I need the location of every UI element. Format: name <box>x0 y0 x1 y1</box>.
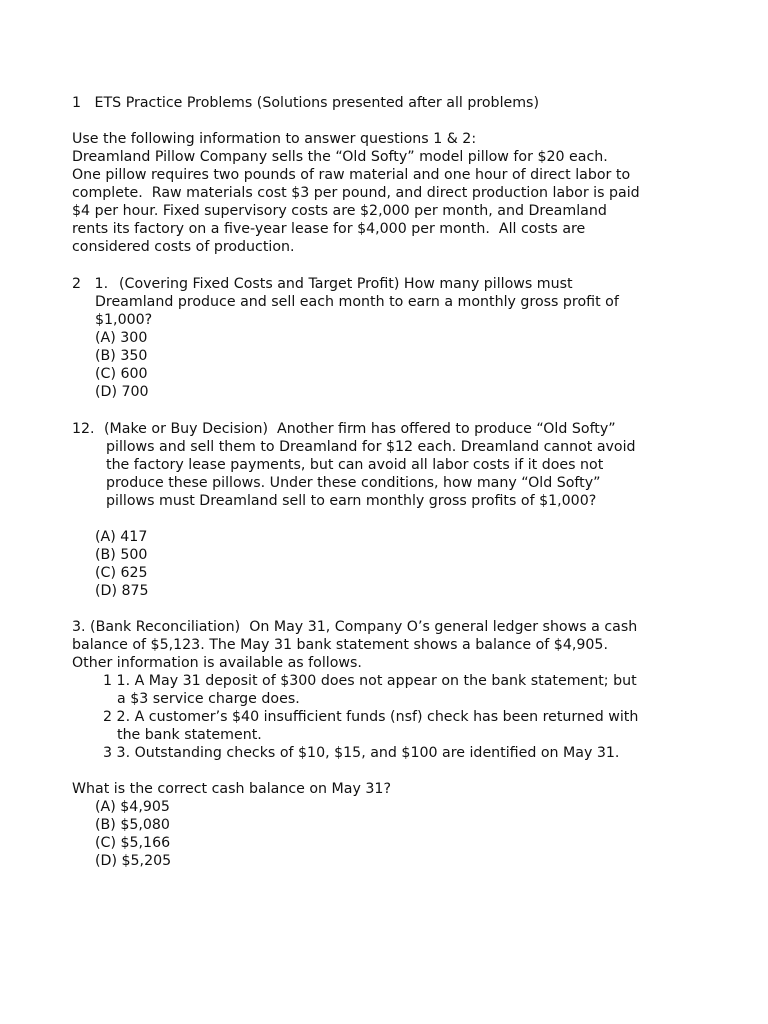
intro-line: complete. Raw materials cost $3 per pound, and direct production labor is paid <box>72 185 640 201</box>
answer-option: (B) 500 <box>95 547 148 563</box>
question-text-line: Dreamland produce and sell each month to earn a monthly gross profit of <box>95 294 619 310</box>
answer-option: (B) 350 <box>95 348 148 364</box>
answer-option: (D) 700 <box>95 384 149 400</box>
question-text-line: (Make or Buy Decision) Another firm has offered to produce “Old Softy” <box>104 421 616 437</box>
list-item: 1 1. A May 31 deposit of $300 does not appear on the bank statement; but <box>103 673 637 689</box>
answer-option: (C) $5,166 <box>95 835 171 851</box>
intro-line: $4 per hour. Fixed supervisory costs are $2,000 per month, and Dreamland <box>72 203 607 219</box>
answer-option: (C) 600 <box>95 366 148 382</box>
answer-option: (C) 625 <box>95 565 148 581</box>
document-heading: 1 ETS Practice Problems (Solutions presented after all problems) <box>72 95 539 111</box>
list-item: 3 3. Outstanding checks of $10, $15, and $100 are identified on May 31. <box>103 745 620 761</box>
question-text-line: the factory lease payments, but can avoid all labor costs if it does not <box>106 457 604 473</box>
question-text-line: produce these pillows. Under these conditions, how many “Old Softy” <box>106 475 601 491</box>
question-text-line: pillows and sell them to Dreamland for $12 each. Dreamland cannot avoid <box>106 439 636 455</box>
question-text-line: 3. (Bank Reconciliation) On May 31, Company O’s general ledger shows a cash <box>72 619 638 635</box>
list-item-continuation: a $3 service charge does. <box>117 691 300 707</box>
list-item: 2 2. A customer’s $40 insufficient funds (nsf) check has been returned with <box>103 709 639 725</box>
question-text-line: balance of $5,123. The May 31 bank statement shows a balance of $4,905. <box>72 637 608 653</box>
question-number: 12. <box>72 421 100 437</box>
question-prompt: What is the correct cash balance on May 31? <box>72 781 391 797</box>
answer-option: (A) 417 <box>95 529 148 545</box>
question-text-line: (Covering Fixed Costs and Target Profit) How many pillows must <box>119 276 573 292</box>
question-text-line: Other information is available as follows. <box>72 655 362 671</box>
intro-line: One pillow requires two pounds of raw material and one hour of direct labor to <box>72 167 631 183</box>
question-text-line: pillows must Dreamland sell to earn monthly gross profits of $1,000? <box>106 493 597 509</box>
intro-line: rents its factory on a five-year lease for $4,000 per month. All costs are <box>72 221 586 237</box>
answer-option: (D) $5,205 <box>95 853 172 869</box>
intro-lead: Use the following information to answer questions 1 & 2: <box>72 131 477 147</box>
list-item-continuation: the bank statement. <box>117 727 262 743</box>
answer-option: (A) 300 <box>95 330 148 346</box>
intro-line: Dreamland Pillow Company sells the “Old Softy” model pillow for $20 each. <box>72 149 608 165</box>
answer-option: (A) $4,905 <box>95 799 170 815</box>
intro-line: considered costs of production. <box>72 239 295 255</box>
answer-option: (B) $5,080 <box>95 817 170 833</box>
answer-option: (D) 875 <box>95 583 149 599</box>
question-text-line: $1,000? <box>95 312 153 328</box>
question-number: 2 1. <box>72 276 118 292</box>
